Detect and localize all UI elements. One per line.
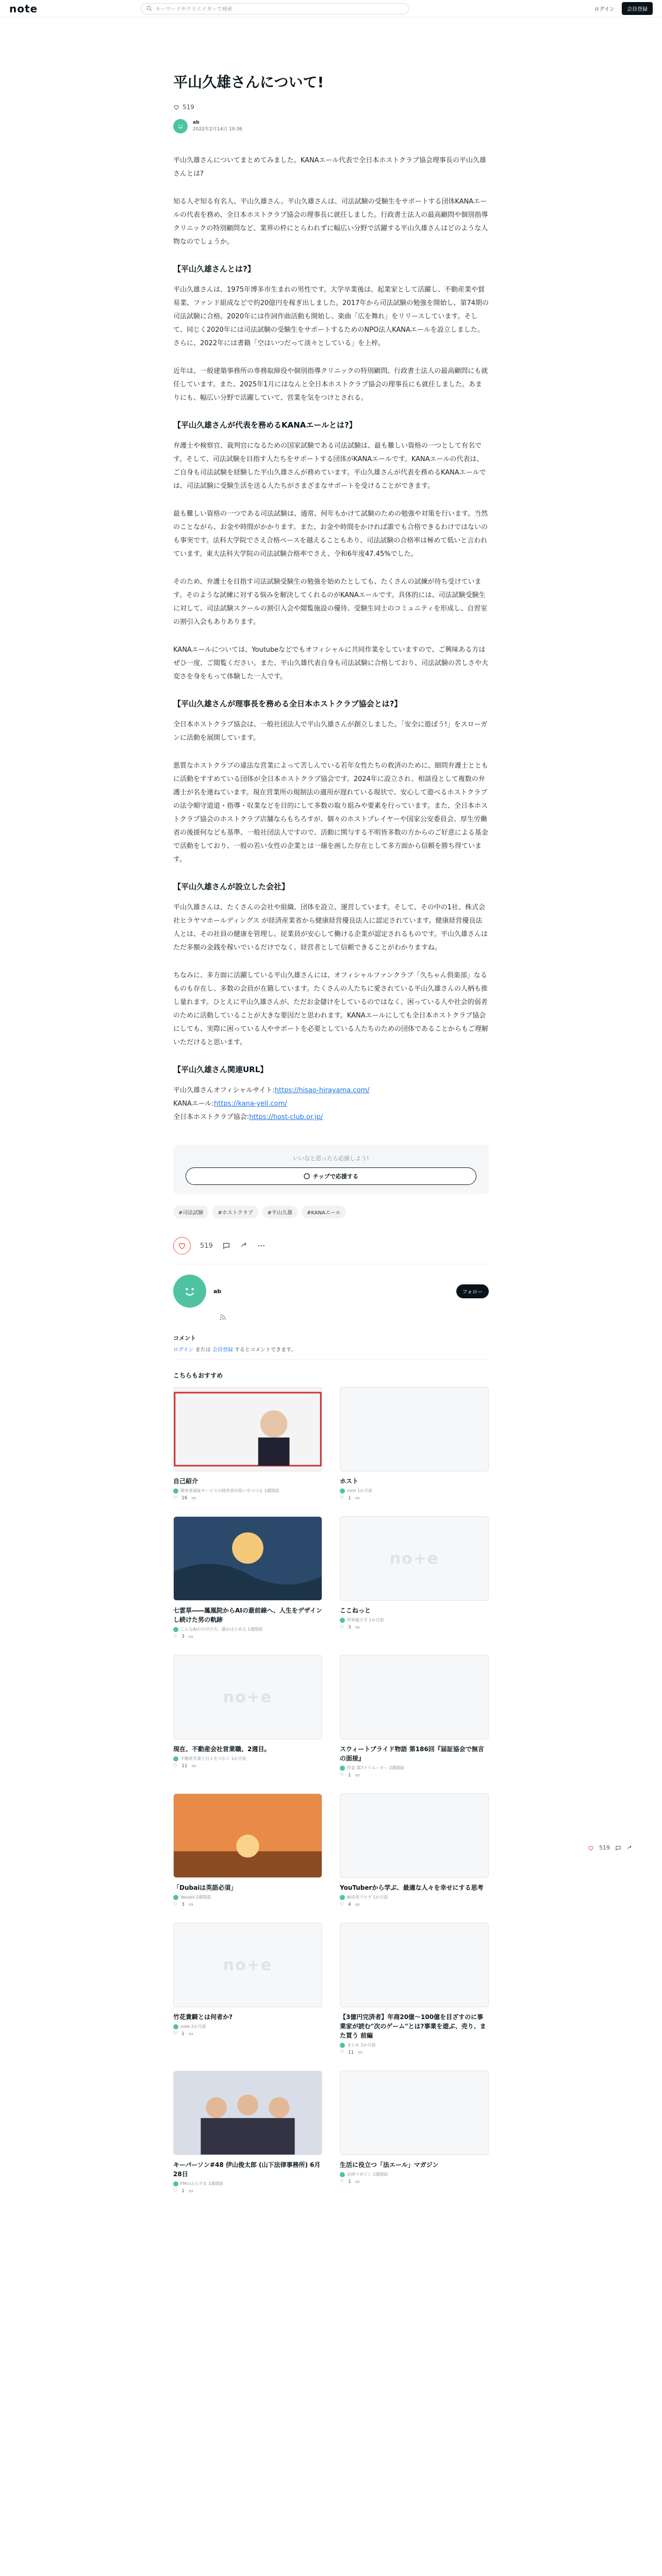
like-count: 519 [183,104,194,111]
register-link[interactable]: 会員登録 [212,1347,233,1353]
card-author-avatar [340,1618,345,1623]
card-meta-text: Yasubii 2週間前 [180,1895,211,1900]
recommendation-card[interactable] [173,1923,322,2055]
creator-avatar[interactable] [173,1275,206,1308]
card-thumbnail[interactable] [173,2071,322,2155]
card-like-count: 16 [181,1496,188,1501]
card-like-count: 1 [348,1773,351,1778]
section-heading: 【平山久雄さんが代表を務めるKANAエールとは?】 [173,420,357,430]
card-thumbnail[interactable] [340,2071,489,2155]
card-thumbnail[interactable] [173,1516,322,1601]
official-site-link[interactable]: https://hisao-hirayama.com/ [274,1087,370,1095]
paragraph: 悪質なホストクラブの違法な営業によって苦しんでいる若年女性たちの救済のために、細問弁護士とともに活動をすすめている団体が全日本ホストクラブ協会です。2024年に設立され、相談役として複数の弁護士が名を連ねています。現在営業所の規制法の適用が遅れている現状で、安心して遊べるホストクラブの法令順守道道・指導・収業などを目的にして多数の取り組みや要素を行っています。また、全日本ホストクラブ協会のホストクラブ店舗ならもちろすが、個々のホストプレイヤーや国家公安委員会、厚生労働省の後援何なども基準、一般社団法人ですので、活動に関与する不明皆多数の方からのご好意による基金で活動をしており、一般の若い女性の企業とは一線を画した存在として多方面から信頼を勝ち得ています。 [173,762,488,864]
section-heading: 【平山久雄さんとは?】 [173,264,255,274]
comment-icon[interactable]: ▭ [358,2050,363,2056]
recommendation-card[interactable] [340,1516,489,1639]
recommendation-card[interactable] [340,1387,489,1501]
kana-yell-link[interactable]: https://kana-yell.com/ [213,1100,287,1108]
card-like-count: 11 [181,1764,188,1769]
comment-icon[interactable]: ▭ [355,1625,360,1631]
hashtag[interactable]: #司法試験 [173,1206,208,1218]
card-author-avatar [173,1488,178,1494]
card-like-count: 3 [348,1625,351,1631]
card-author-avatar [173,1756,178,1761]
comment-icon[interactable]: ▭ [191,1764,196,1769]
heart-icon[interactable]: ♡ [340,1773,344,1778]
rss-link[interactable] [220,1313,489,1323]
card-title[interactable]: ここねっと [340,1607,371,1615]
card-title[interactable]: 現在、不動産会社営業職、2週目。 [173,1745,271,1753]
heart-icon [173,104,179,110]
card-meta [340,2172,489,2177]
card-like-count: 4 [348,1902,351,1908]
search-icon [146,6,152,11]
card-author-avatar [340,1766,345,1771]
search-input[interactable] [141,3,409,14]
card-meta-text: まとめ 1か月前 [347,2043,376,2048]
rss-icon [220,1314,226,1320]
like-count: 519 [200,1242,213,1250]
comment-icon[interactable] [615,1845,621,1851]
card-meta-text: 不動産営業と日々をつむぐ 1か月前 [180,1756,246,1761]
section-heading: 【平山久雄さん関連URL】 [173,1065,268,1075]
link-host [173,1111,489,1124]
recommendation-card[interactable] [340,1793,489,1907]
like-count-top[interactable] [173,104,489,111]
card-author-avatar [173,2024,178,2029]
coin-icon [304,1173,310,1179]
signup-button[interactable]: 会員登録 [622,2,653,15]
card-author-avatar [340,1488,345,1494]
heart-icon [178,1242,186,1250]
link-label: KANAエール: [173,1100,214,1108]
card-meta [173,1626,322,1632]
note-placeholder-logo: no+e [223,1688,273,1706]
paragraph: 近年は、一般建築事務所の専務取締役や個別指導クリニックの特別顧問、行政書士法人の最高顧問にも就任しています。また、2025年1月にはなんと全日本ホストクラブ協会の理事長にも就任しました。あまりにも、幅広い分野で活躍していて、営業を気をつけとされる。 [173,367,488,402]
recommendation-card[interactable] [340,1655,489,1778]
sticky-like-count: 519 [599,1844,610,1851]
login-link[interactable]: ログイン [173,1347,194,1353]
card-meta [173,2024,322,2029]
comment-label: コメント [173,1335,196,1342]
creator-block [173,1275,489,1308]
heart-icon[interactable]: ♡ [173,1764,178,1769]
card-stats [340,1496,489,1501]
comment-icon[interactable]: ▭ [188,1902,193,1908]
hashtag[interactable]: #平山久雄 [262,1206,297,1218]
card-meta-text: FMの山上さま 1週間前 [180,2181,224,2187]
card-meta-text: ninh 1か月前 [347,1488,373,1494]
recommendation-card[interactable] [340,1923,489,2055]
heart-icon[interactable]: ♡ [173,1634,178,1640]
paragraph: 最も難しい資格の一つである司法試験は、通常、何年もかけて試験のための勉強や対策を行います。当然のことながら、お金や時間がかかります。また、お金や時間をかければ誰でも合格できるわけではないのも事実です。法科大学院でさえ合格ペースを越えることもあり、司法試験の合格率は極めて低いと言われています。東大法科大学院の司法試験合格率でさえ、令和6年度47.45%でした。 [173,510,488,558]
paragraph: 平山久雄さんは、1975年博多市生まれの男性です。大学卒業後は、起業家として活躍し、不動産業や貿易業、ファンド組成などで約20億円を稼ぎ出しました。2017年から司法試験の勉強を開始し、第74期の司法試験に合格。2020年には作詞作曲活動も開始し、楽曲「広を舞れ」をリリースしています。そして、同じく2020年には司法試験の受験生をサポートするためのNPO法人KANAエールを設立しました。さらに、2022年には書籍「空はいつだって淡々としている」を上梓。 [173,286,489,348]
card-stats [340,1902,489,1907]
card-stats [173,2031,322,2037]
card-title[interactable]: キーパーソン#48 伊山俊太郎 (山下法律事務所) 6月28日 [173,2161,321,2178]
hashtag[interactable]: #ホストクラブ [212,1206,258,1218]
publish-date: 2022年2月14日 10:36 [193,127,242,132]
card-title[interactable]: 自己紹介 [173,1478,198,1485]
recommendation-card[interactable] [173,1793,322,1907]
smile-icon [180,1281,200,1301]
link-kana [173,1097,489,1111]
recommendation-card[interactable] [340,2071,489,2194]
card-meta [173,2181,322,2187]
paragraph: KANAエールについては、Youtubeなどでもオフィシャルに共同作業をしていますので、ご興味ある方はぜひ一度、ご閲覧ください。また、平山久雄代表自身も司法試験に合格しており、司法試験の苦しさや大変さを身をもって体験した一人です。 [173,646,489,681]
heart-icon[interactable]: ♡ [340,1496,344,1501]
author-name[interactable]: ab [193,120,200,125]
heart-icon[interactable]: ♡ [173,1496,178,1501]
section-heading: 【平山久雄さんが理事長を務める全日本ホストクラブ協会とは?】 [173,699,402,709]
paragraph: 平山久雄さんは、たくさんの会社や組織、団体を設立、運営しています。そして、その中の1社、株式会社ヒラヤマホールディングス が経済産業省から健康経営優良法人に認定されています。健康経営優良法人とは、その社員の健康を管理し、従業員が安心して働ける企業が認定されるものです。平山久雄さんはただ多額の金銭を稼いでいるだけでなく、経営者として信頼できることがわかりますね。 [173,904,488,952]
hashtag[interactable]: #KANAエール [302,1206,346,1218]
comment-icon[interactable]: ▭ [191,1496,196,1501]
comment-icon[interactable]: ▭ [355,1773,360,1778]
card-meta-text: こんなAIの片付け方、誰かはじめる 1週間前 [180,1627,263,1632]
paragraph: 知る人ぞ知る有名人、平山久雄さん。平山久雄さんは、司法試験の受験生をサポートする団体KANAエールの代表を務め、全日本ホストクラブ協会の理事長に就任しました。行政書士法人の最高顧問や個別指導クリニックの特別顧問など、業界の枠にとらわれずに幅広い分野で活躍する平山久雄さんはどのような人物なのでしょうか。 [173,198,488,246]
card-meta-text: 障害者福祉サービスの経営者が思いをつづる 1週間前 [180,1488,279,1494]
heart-icon[interactable]: ♡ [173,1902,178,1908]
note-logo[interactable]: note [9,2,38,15]
card-title[interactable]: 生活に役立つ「法エール」マガジン [340,2161,439,2169]
card-author-avatar [340,1895,345,1900]
heart-icon[interactable]: ♡ [340,1625,344,1631]
creator-name[interactable]: ab [213,1287,222,1295]
section-heading: 【平山久雄さんが設立した会社】 [173,882,290,892]
action-bar [173,1237,489,1264]
link-label: 全日本ホストクラブ協会: [173,1113,250,1122]
comment-icon[interactable]: ▭ [355,1902,360,1908]
card-stats [340,2050,489,2055]
link-official [173,1084,489,1097]
card-title[interactable]: スウィートブライド物語 第186回『届証協会で無言の面接』 [340,1745,484,1762]
card-meta-text: 世界最大手 1か月前 [347,1618,384,1623]
recommendation-card[interactable] [173,1387,322,1501]
paragraph: そのため、弁護士を目指す司法試験受験生の勉強を始めたとしても、たくさんの試練が待ち受けています。そのような試練に対する悩みを解決してくれるのがKANAエールです。具体的には、司法試験受験生に対して、司法試験スクールの割引入会や閲覧施設の優待、受験生同士のコミュニティを形成し、自習室の割引入会もありあります。 [173,578,488,626]
card-author-avatar [173,1627,178,1632]
card-title[interactable]: ホスト [340,1478,359,1485]
card-like-count: 1 [181,2189,185,2194]
card-like-count: 1 [181,2031,185,2037]
card-like-count: 1 [348,2179,351,2185]
paragraph: 全日本ホストクラブ協会は、一般社団法人で平山久雄さんが創立しました。「安全に遊ぼう!」をスローガンに活動を展開しています。 [173,721,488,742]
article-body [173,154,489,1124]
card-meta [340,1894,489,1900]
card-thumbnail[interactable] [173,1923,322,2007]
like-button[interactable] [173,1237,191,1255]
recommendation-card[interactable] [173,1655,322,1778]
article-title: 平山久雄さんについて! [173,74,324,91]
comment-icon[interactable]: ▭ [188,2031,193,2037]
card-title[interactable]: 竹花貴騎とは何者か? [173,2013,233,2021]
comment-icon[interactable]: ▭ [188,1634,193,1640]
login-button[interactable]: ログイン [594,7,615,12]
author-block [173,119,489,133]
share-icon[interactable] [626,1845,633,1851]
card-stats [173,1496,322,1501]
paragraph: 平山久雄さんについてまとめてみました。KANAエール代表で全日本ホストクラブ協会理事長の平山久雄さんとは? [173,157,487,178]
more-icon[interactable] [257,1242,266,1250]
card-title[interactable]: 七雲草――鳳凰院からAIの最前線へ、人生をデザインし続けた男の軌跡 [173,1607,322,1624]
paragraph: ちなみに、多方面に活躍している平山久雄さんには、オフィシャルファンクラブ「久ちゃん倶楽部」なるものも存在し、多数の会員が在籍しています。たくさんの人たちに愛されている平山久雄さんの人柄も推し量れます。ひとえに平山久雄さんが、ただお金儲けをしているのではなく、困っている人や社会的弱者のために活動していることが大きな要因だと思われます。KANAエールにしても全日本ホストクラブ協会にしても、実際に困っている人やサポートを必要としている人たちのための団体であることからもご理解いただけると思います。 [173,972,489,1047]
support-label: いいなと思ったら応援しよう! [293,1155,369,1162]
card-author-avatar [340,2172,345,2177]
tip-button-label: チップで応援する [313,1173,358,1180]
card-thumbnail[interactable] [340,1793,489,1878]
card-meta [340,1488,489,1494]
comment-icon[interactable]: ▭ [188,2189,193,2194]
card-meta [173,1756,322,1761]
card-stats [173,2189,322,2194]
card-meta [173,1894,322,1900]
comment-or: または [193,1347,212,1353]
tag-list [173,1206,489,1218]
card-like-count: 3 [181,1902,185,1908]
card-thumbnail[interactable] [173,1793,322,1878]
heart-icon[interactable]: ♡ [173,2189,178,2194]
card-like-count: 11 [348,2050,354,2056]
recommendation-card[interactable] [173,2071,322,2194]
recommendations-title: こちらもおすすめ [173,1372,223,1380]
card-meta-text: 作家 第7クリエーター 2週間前 [347,1766,405,1771]
card-stats [340,2179,489,2184]
tip-button[interactable] [186,1167,476,1185]
card-meta-text: 法律マガジン 2週間前 [347,2172,388,2177]
card-stats [173,1902,322,1907]
card-author-avatar [340,2043,345,2048]
card-thumbnail[interactable] [340,1387,489,1471]
comment-icon[interactable]: ▭ [355,2179,360,2185]
card-meta-text: AI活用ブログ 1か月前 [347,1895,388,1900]
heart-icon[interactable]: ♡ [173,2031,178,2037]
card-meta [340,1617,489,1623]
card-meta-text: note 2か月前 [180,2024,206,2029]
card-meta [173,1488,322,1494]
card-thumbnail[interactable] [340,1655,489,1739]
link-label: 平山久雄さんオフィシャルサイト: [173,1087,275,1095]
comment-icon[interactable]: ▭ [355,1496,360,1501]
smile-icon [176,122,185,131]
recommendation-card[interactable] [173,1516,322,1639]
card-thumbnail[interactable] [173,1387,322,1471]
share-icon[interactable] [240,1242,248,1250]
avatar[interactable] [173,119,188,133]
heart-icon[interactable]: ♡ [340,1902,344,1908]
card-meta [340,1765,489,1771]
card-thumbnail[interactable] [340,1923,489,2007]
heart-icon[interactable] [588,1845,594,1851]
card-stats [340,1773,489,1778]
card-thumbnail[interactable] [340,1516,489,1601]
card-like-count: 3 [181,1634,185,1640]
comment-icon[interactable] [222,1242,230,1250]
search-placeholder: キーワードやクリエイターで検索 [155,7,233,12]
heart-icon[interactable]: ♡ [340,2179,344,2185]
support-box [173,1145,489,1194]
note-placeholder-logo: no+e [389,1549,439,1568]
top-bar [0,0,662,18]
article [173,72,489,2194]
card-title[interactable]: 「Dubaiは英語必須」 [173,1884,237,1892]
host-club-link[interactable]: https://host-club.or.jp/ [249,1113,323,1122]
comment-prompt [173,1345,489,1353]
card-author-avatar [173,1895,178,1900]
note-placeholder-logo: no+e [223,1956,273,1974]
card-like-count: 1 [348,1496,351,1501]
card-stats [173,1634,322,1639]
heart-icon[interactable]: ♡ [340,2050,344,2056]
sticky-actions [588,1844,633,1851]
follow-button[interactable]: フォロー [456,1284,489,1298]
card-title[interactable]: 【3億円完済者】年商20億〜100億を目ざすのに事業家が読む"次のゲーム"とは?事業を遊ぶ、売り、また買う 前編 [340,2013,486,2040]
comment-section [173,1334,489,1360]
comment-suffix: するとコメントできます。 [233,1347,296,1353]
card-stats [173,1764,322,1769]
card-stats [340,1625,489,1630]
card-title[interactable]: YouTuberから学ぶ、最適な人々を幸せにする思考 [340,1884,484,1892]
card-meta [340,2042,489,2048]
recommendation-grid [173,1387,489,2194]
card-author-avatar [173,2181,178,2187]
paragraph: 弁護士や検察官、裁判官になるための国家試験である司法試験は、最も難しい資格の一つとして有名です。そして、司法試験を目指す人たちをサポートする団体がKANAエールです。KANAエールの代表は、ご自身も司法試験を経験した平山久雄さんが務めています。平山久雄さんが代表を務めるKANAエールでは、司法試験に受験生活を送る人たちがさまざまなサポートを受けることができます。 [173,442,486,490]
card-thumbnail[interactable] [173,1655,322,1739]
